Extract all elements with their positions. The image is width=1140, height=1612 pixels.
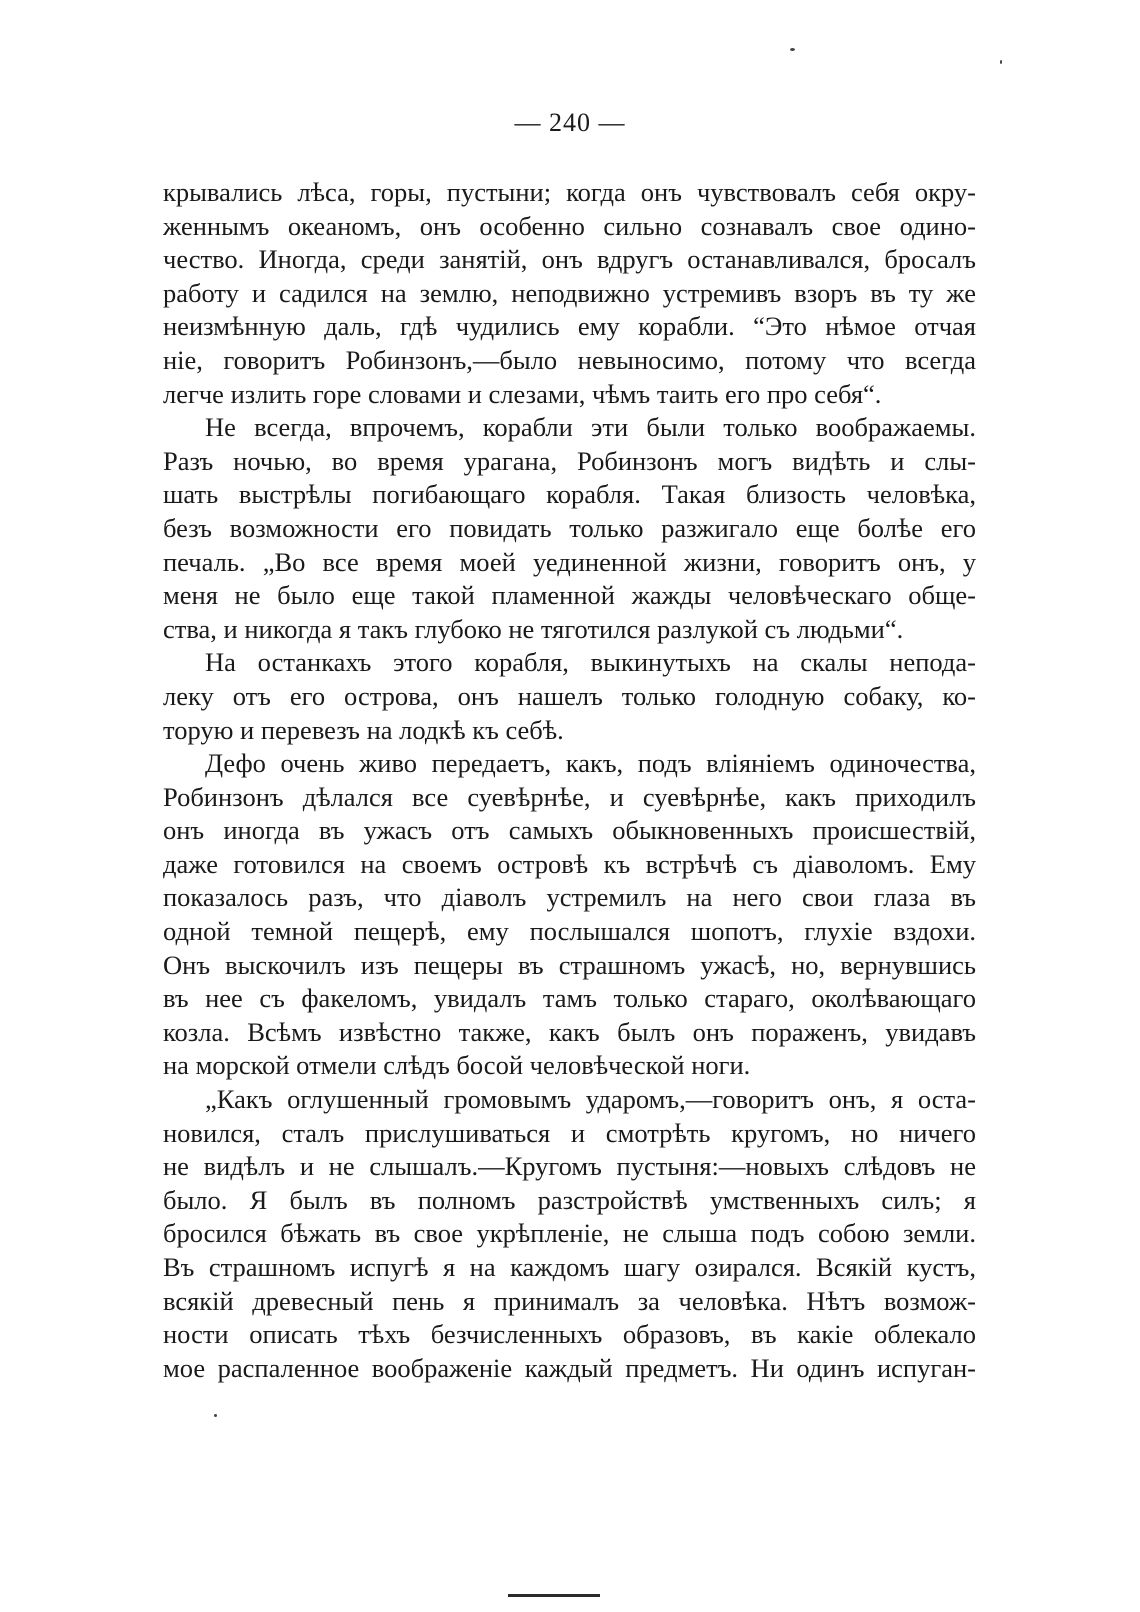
text-line: онъ иногда въ ужасъ отъ самыхъ обыкновенныхъ происшествій, (163, 815, 976, 846)
text-line: шать выстрѣлы погибающаго корабля. Такая близость человѣка, (163, 479, 976, 510)
text-line: ности описать тѣхъ безчисленныхъ образовъ, въ какіе облекало (163, 1319, 976, 1350)
text-line: Разъ ночью, во время урагана, Робинзонъ могъ видѣть и слы- (163, 445, 976, 476)
text-line: даже готовился на своемъ островѣ къ встрѣчѣ съ діаволомъ. Ему (163, 848, 976, 879)
text-line: безъ возможности его повидать только разжигало еще болѣе его (163, 512, 976, 543)
text-line: всякій древесный пень я принималъ за человѣка. Нѣтъ возмож- (163, 1285, 976, 1316)
text-line: леку отъ его острова, онъ нашелъ только голодную собаку, ко- (163, 680, 976, 711)
text-line: работу и садился на землю, неподвижно устремивъ взоръ въ ту же (163, 277, 976, 308)
text-line: крывались лѣса, горы, пустыни; когда онъ чувствовалъ себя окру- (163, 177, 976, 207)
text-line: въ нее съ факеломъ, увидалъ тамъ только стараго, околѣвающаго (163, 983, 976, 1014)
text-line: на морской отмели слѣдъ босой человѣческой ноги. (163, 1050, 751, 1081)
text-line: На останкахъ этого корабля, выкинутыхъ на скалы непода- (205, 647, 976, 678)
text-line: легче излить горе словами и слезами, чѣмъ таить его про себя“. (163, 378, 882, 409)
text-line: не видѣлъ и не слышалъ.—Кругомъ пустыня:—новыхъ слѣдовъ не (163, 1151, 976, 1182)
text-line: показалось разъ, что діаволъ устремилъ на него свои глаза въ (163, 882, 976, 913)
bottom-rule (508, 1594, 600, 1597)
text-line: женнымъ океаномъ, онъ особенно сильно сознавалъ свое одино- (163, 210, 976, 241)
text-line: мое распаленное воображеніе каждый предметъ. Ни одинъ испуган- (163, 1352, 976, 1383)
text-line: новился, сталъ прислушиваться и смотрѣть кругомъ, но ничего (163, 1117, 976, 1148)
text-line: Робинзонъ дѣлался все суевѣрнѣе, и суевѣрнѣе, какъ приходилъ (163, 781, 976, 812)
body-text (163, 176, 976, 1385)
text-line: Дефо очень живо передаетъ, какъ, подъ вліяніемъ одиночества, (205, 748, 976, 779)
text-line: „Какъ оглушенный громовымъ ударомъ,—говоритъ онъ, я оста- (205, 1084, 976, 1115)
text-line: ніе, говоритъ Робинзонъ,—было невыносимо, потому что всегда (163, 344, 976, 375)
text-line: неизмѣнную даль, гдѣ чудились ему корабли. “Это нѣмое отчая (163, 311, 976, 342)
text-line: печаль. „Во все время моей уединенной жизни, говоритъ онъ, у (163, 546, 976, 577)
text-line: козла. Всѣмъ извѣстно также, какъ былъ онъ пораженъ, увидавъ (163, 1016, 976, 1047)
text-line: меня не было еще такой пламенной жажды человѣческаго обще- (163, 580, 976, 611)
text-line: торую и перевезъ на лодкѣ къ себѣ. (163, 714, 564, 745)
text-line: Онъ выскочилъ изъ пещеры въ страшномъ ужасѣ, но, вернувшись (163, 949, 976, 980)
scan-speck (790, 48, 795, 51)
text-line: одной темной пещерѣ, ему послышался шопотъ, глухіе вздохи. (163, 916, 976, 947)
text-line: Въ страшномъ испугѣ я на каждомъ шагу озирался. Всякій кустъ, (163, 1252, 976, 1282)
page-number: — 240 — (514, 108, 626, 137)
text-line: Не всегда, впрочемъ, корабли эти были только воображаемы. (205, 412, 976, 443)
text-line: чество. Иногда, среди занятій, онъ вдругъ останавливался, бросалъ (163, 244, 976, 275)
scan-speck (214, 1414, 217, 1417)
text-line: бросился бѣжать въ свое укрѣпленіе, не слыша подъ собою земли. (163, 1218, 976, 1249)
text-line: было. Я былъ въ полномъ разстройствѣ умственныхъ силъ; я (163, 1184, 976, 1215)
scan-speck (1000, 60, 1002, 64)
text-line: ства, и никогда я такъ глубоко не тяготился разлукой съ людьми“. (163, 613, 904, 644)
